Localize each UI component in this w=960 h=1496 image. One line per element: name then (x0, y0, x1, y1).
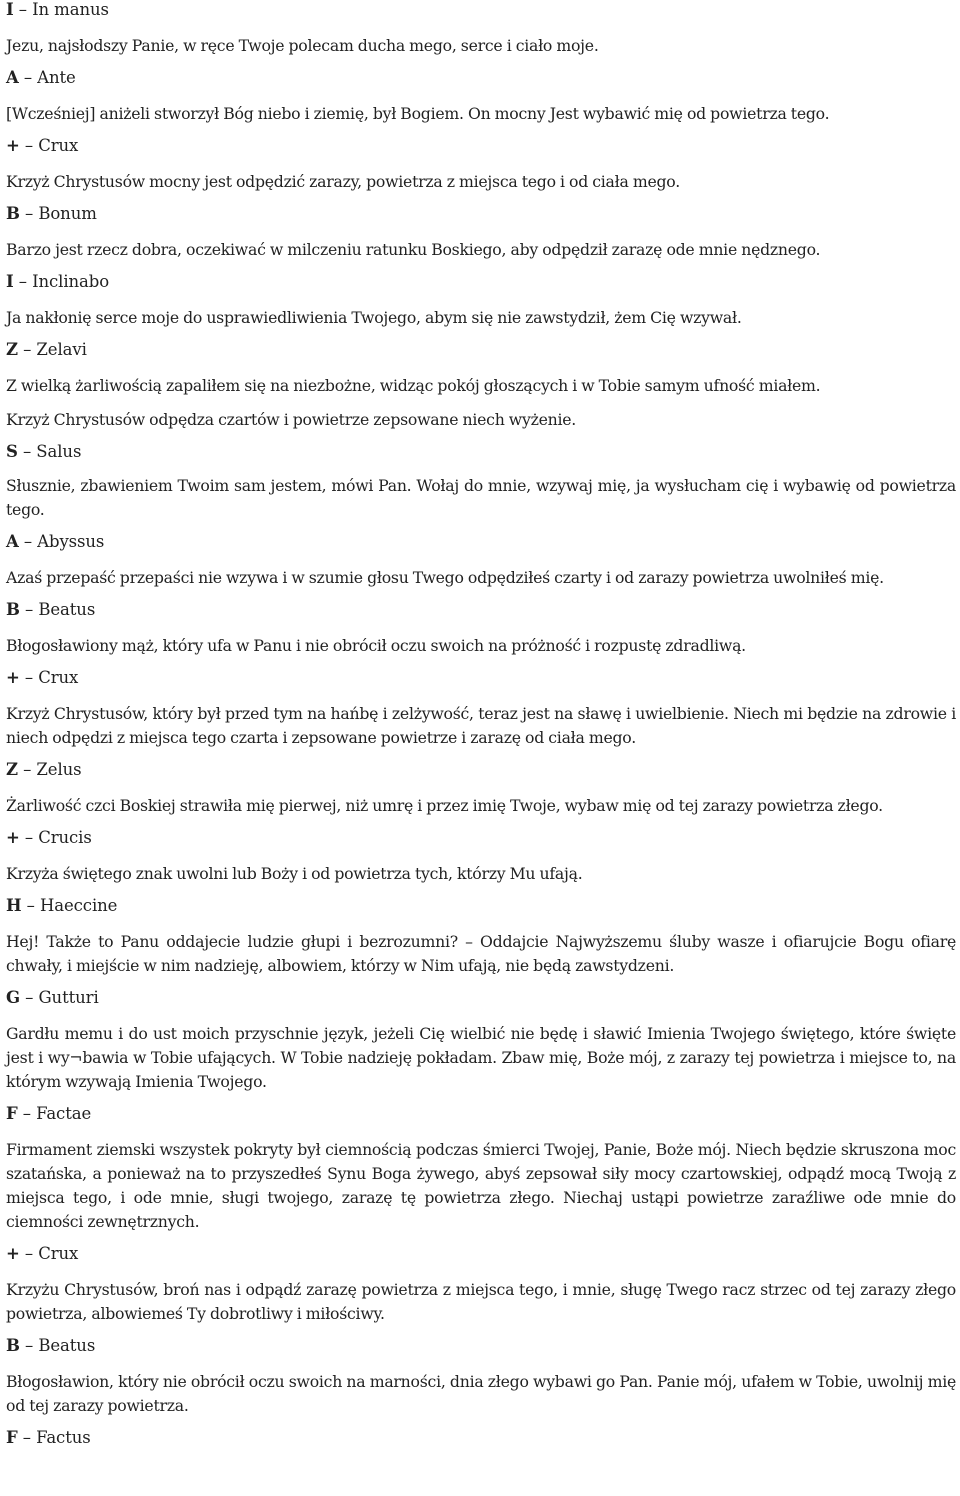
entry-crux-2 (6, 668, 956, 750)
entry-word: Crux (38, 668, 79, 687)
entry-heading (6, 896, 956, 916)
entry-dash: – (18, 272, 27, 291)
entry-letter: A (6, 532, 19, 551)
entry-dash: – (25, 988, 34, 1007)
entry-word: Inclinabo (32, 272, 110, 291)
entry-heading (6, 760, 956, 780)
entry-in-manus (6, 0, 956, 58)
entry-dash: – (23, 68, 33, 87)
entry-word: Zelavi (36, 340, 87, 359)
entry-factae (6, 1104, 956, 1234)
entry-dash: – (24, 136, 34, 155)
entry-factus (6, 1428, 956, 1448)
entry-letter: F (6, 1428, 18, 1447)
entry-dash: – (24, 1244, 34, 1263)
entry-letter: B (6, 1336, 20, 1355)
entry-letter: + (6, 828, 20, 847)
entry-heading (6, 988, 956, 1008)
entry-paragraph: Słusznie, zbawieniem Twoim sam jestem, mówi Pan. Wołaj do mnie, wzywaj mię, ja wysłucham cię i wybawię od powietrza tego. (6, 476, 956, 519)
entry-abyssus (6, 532, 956, 590)
entry-paragraph: Krzyż Chrystusów, który był przed tym na hańbę i zelżywość, teraz jest na sławę i uwielbienie. Niech mi będzie na zdrowie i niech odpędzi z miejsca tego czarta i zepsowane powietrze i zarazę od ciała mego. (6, 704, 956, 747)
entry-dash: – (25, 204, 34, 223)
entry-bonum (6, 204, 956, 262)
entry-paragraph: Krzyż Chrystusów mocny jest odpędzić zarazy, powietrza z miejsca tego i od ciała mego. (6, 172, 680, 191)
entry-word: Factae (36, 1104, 92, 1123)
entry-paragraph: Hej! Także to Panu oddajecie ludzie głupi i bezrozumni? – Oddajcie Najwyższemu śluby wasze i ofiarujcie Bogu ofiarę chwały, i miejście w nim nadzieję, albowiem, którzy w Nim ufają, nie będą zawstydzeni. (6, 932, 956, 975)
entry-letter: + (6, 1244, 20, 1263)
entry-word: Bonum (38, 204, 97, 223)
entry-gutturi (6, 988, 956, 1094)
entry-heading (6, 828, 956, 848)
entry-dash: – (22, 442, 32, 461)
entry-word: In manus (32, 0, 109, 19)
entry-heading (6, 600, 956, 620)
entry-heading (6, 272, 956, 292)
entry-heading (6, 1428, 956, 1448)
entry-letter: F (6, 1104, 18, 1123)
entry-heading (6, 442, 956, 462)
entry-dash: – (18, 0, 27, 19)
entry-salus (6, 442, 956, 522)
entry-crucis (6, 828, 956, 886)
entry-dash: – (24, 828, 34, 847)
entry-heading (6, 1336, 956, 1356)
entry-word: Abyssus (37, 532, 105, 551)
entry-paragraph: Błogosławiony mąż, który ufa w Panu i nie obrócił oczu swoich na próżność i rozpustę zdradliwą. (6, 636, 746, 655)
entry-word: Salus (36, 442, 82, 461)
entry-letter: S (6, 442, 18, 461)
entry-paragraph: Ja nakłonię serce moje do usprawiedliwienia Twojego, abym się nie zawstydził, żem Cię wzywał. (6, 308, 742, 327)
entry-paragraph: Gardłu memu i do ust moich przyschnie język, jeżeli Cię wielbić nie będę i sławić Imienia Twojego świętego, które święte jest i wy¬bawia w Tobie ufających. W Tobie nadzieję pokładam. Zbaw mię, Boże mój, z zarazy tej powietrza i miejsce to, na którym wzywają Imienia Twojego. (6, 1024, 956, 1091)
entry-paragraph: Błogosławion, który nie obrócił oczu swoich na marności, dnia złego wybawi go Pan. Panie mój, ufałem w Tobie, uwolnij mię od tej zarazy powietrza. (6, 1372, 956, 1415)
entry-letter: B (6, 204, 20, 223)
entry-paragraph: Krzyżu Chrystusów, broń nas i odpądź zarazę powietrza z miejsca tego, i mnie, sługę Twego racz strzec od tej zarazy złego powietrza, albowiemeś Ty dobrotliwy i miłościwy. (6, 1280, 956, 1323)
entry-heading (6, 204, 956, 224)
entry-ante (6, 68, 956, 126)
entry-haeccine (6, 896, 956, 978)
entry-crux-3 (6, 1244, 956, 1326)
entry-word: Crux (38, 136, 79, 155)
entry-paragraph: Z wielką żarliwością zapaliłem się na niezbożne, widząc pokój głoszących i w Tobie samym ufność miałem. (6, 376, 821, 395)
entry-dash: – (22, 1104, 31, 1123)
entry-letter: Z (6, 340, 18, 359)
entry-letter: H (6, 896, 22, 915)
entry-word: Crucis (38, 828, 92, 847)
entry-letter: + (6, 668, 20, 687)
entry-dash: – (25, 600, 34, 619)
entry-word: Gutturi (38, 988, 99, 1007)
entry-letter: G (6, 988, 20, 1007)
entry-paragraph: Żarliwość czci Boskiej strawiła mię pierwej, niż umrę i przez imię Twoje, wybaw mię od tej zarazy powietrza złego. (6, 796, 883, 815)
entry-word: Ante (37, 68, 76, 87)
entry-word: Beatus (38, 600, 96, 619)
entry-dash: – (23, 760, 32, 779)
entry-heading (6, 68, 956, 88)
entry-zelavi (6, 340, 956, 432)
entry-heading (6, 340, 956, 360)
entry-heading (6, 668, 956, 688)
entry-heading (6, 0, 956, 20)
entry-paragraph: Krzyża świętego znak uwolni lub Boży i od powietrza tych, którzy Mu ufają. (6, 864, 583, 883)
entry-letter: I (6, 0, 14, 19)
entry-dash: – (23, 532, 33, 551)
entry-letter: B (6, 600, 20, 619)
entry-dash: – (23, 340, 32, 359)
entry-heading (6, 532, 956, 552)
entry-letter: I (6, 272, 14, 291)
entry-dash: – (25, 1336, 34, 1355)
entry-zelus (6, 760, 956, 818)
entry-dash: – (22, 1428, 31, 1447)
entry-heading (6, 136, 956, 156)
entry-paragraph: Azaś przepaść przepaści nie wzywa i w szumie głosu Twego odpędziłeś czarty i od zarazy powietrza uwolniłeś mię. (6, 568, 884, 587)
entry-word: Beatus (38, 1336, 96, 1355)
entry-heading (6, 1244, 956, 1264)
entry-paragraph: [Wcześniej] anіżeli stworzył Bóg niebo i ziemię, był Bogiem. On mocny Jest wybawić mię od powietrza tego. (6, 104, 830, 123)
entry-word: Haeccine (39, 896, 118, 915)
entry-inclinabo (6, 272, 956, 330)
entry-letter: A (6, 68, 19, 87)
entry-paragraph: Krzyż Chrystusów odpędza czartów i powietrze zepsowane niech wyżenie. (6, 410, 577, 429)
entry-beatus-2 (6, 1336, 956, 1418)
entry-crux (6, 136, 956, 194)
entry-beatus (6, 600, 956, 658)
entry-letter: Z (6, 760, 18, 779)
entry-paragraph: Barzo jest rzecz dobra, oczekiwać w milczeniu ratunku Boskiego, aby odpędził zarazę ode mnie nędznego. (6, 240, 821, 259)
entry-letter: + (6, 136, 20, 155)
entry-word: Crux (38, 1244, 79, 1263)
entry-word: Zelus (36, 760, 82, 779)
entry-dash: – (26, 896, 35, 915)
entry-dash: – (24, 668, 34, 687)
entry-heading (6, 1104, 956, 1124)
entry-paragraph: Jezu, najsłodszy Panie, w ręce Twoje polecam ducha mego, serce i ciało moje. (6, 36, 599, 55)
entry-paragraph: Firmament ziemski wszystek pokryty był ciemnością podczas śmierci Twojej, Panie, Boże mój. Niech będzie skruszona moc szatańska, a ponieważ na to przyszedłeś Synu Boga żywego, abyś zepsował siły mocy czartowskiej, odpądź mocą Twoją z miejsca tego, i ode mnie, sługi twojego, zarazę tę powietrza złego. Niechaj ustąpi powietrze zaraźliwe ode mnie do ciemności zewnętrznych. (6, 1140, 956, 1231)
entry-word: Factus (36, 1428, 91, 1447)
